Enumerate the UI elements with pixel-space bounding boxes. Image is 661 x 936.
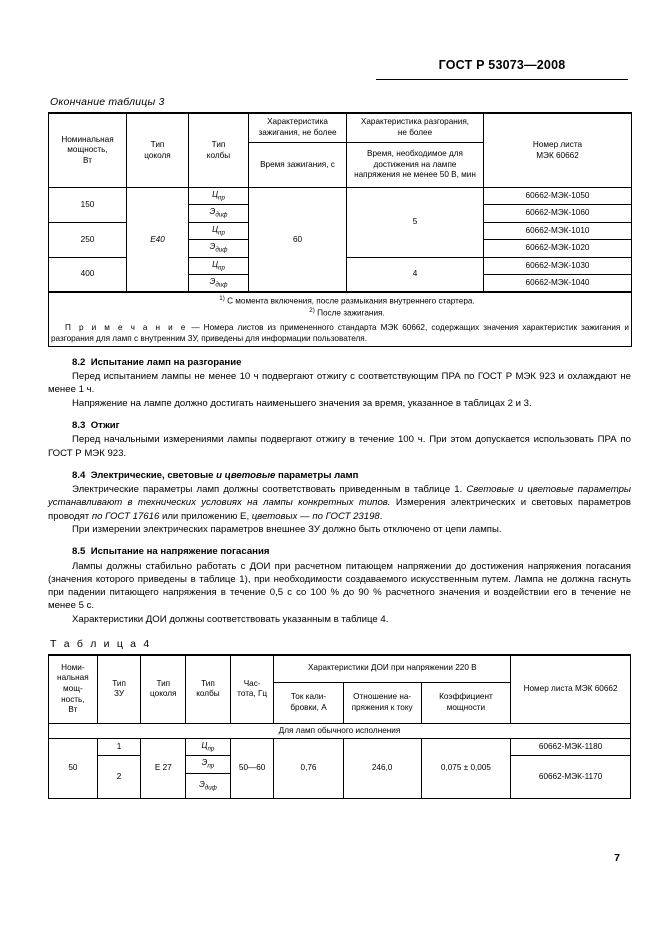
table3-cell-base-e40: E40 <box>127 188 189 293</box>
table4-th-current: Ток кали- бровки, А <box>274 682 343 723</box>
section-8-3-paragraph-1: Перед начальными измерениями лампы подвергают отжигу в течение 100 ч. При этом допускается использовать ПРА по ГОСТ Р МЭК 923. <box>48 434 631 459</box>
table3-th-power: Номинальная мощность, Вт <box>49 113 127 188</box>
section-8-4-paragraph-1: Электрические параметры ламп должны соответствовать приведенным в таблице 1. Световые и цветовые параметры устанавливают в технических условиях на лампы конкретных типов. Измерения электрических и световых параметров проводят по ГОСТ 17616 или приложению Е, цветовых — по ГОСТ 23198. <box>48 484 631 522</box>
table4-cell-base: E 27 <box>141 739 186 799</box>
table4-cell-current: 0,76 <box>274 739 343 799</box>
section-8-3 <box>48 419 631 460</box>
table4-cell-power: 50 <box>49 739 98 799</box>
section-8-4-title: 8.4 Электрические, световые и цветовые параметры ламп <box>72 469 359 481</box>
section-8-5-paragraph-1: Лампы должны стабильно работать с ДОИ при расчетном питающем напряжении до достижения напряжения погасания (значения которого приведены в таблице 1), при необходимости создаваемого искусственным путем. Лампа не должна гаснуть при падении питающего напряжения в течение 0,5 с со 100 % до 90 % расчетного значения и воздействии его в течение не менее 5 с. <box>48 560 631 612</box>
page-number: 7 <box>614 852 620 864</box>
table3-notes <box>49 292 632 346</box>
table3-cell-bulb: $Э_{диф}$ <box>189 240 249 257</box>
table3-header-row-1 <box>49 113 632 143</box>
table4-cell-zu-1: 1 <box>97 739 141 756</box>
table3-cell-sheet: 60662-МЭК-1060 <box>484 205 632 222</box>
table4-cell-power-factor: 0,075 ± 0,005 <box>421 739 510 799</box>
table3-cell-sheet: 60662-МЭК-1020 <box>484 240 632 257</box>
table3-th-sheet: Номер листа МЭК 60662 <box>484 113 632 188</box>
table4-section-row <box>49 723 631 738</box>
table3-cell-bulb: $Э_{диф}$ <box>189 205 249 222</box>
table-3 <box>48 112 632 347</box>
table4-cell-sheet-1: 60662-МЭК-1180 <box>511 739 631 756</box>
table4-cell-bulb: $Э_{диф}$ <box>186 773 231 798</box>
table-row <box>49 188 632 205</box>
standard-header: ГОСТ Р 53073—2008 <box>438 58 566 72</box>
table3-th-ignition-time: Время зажигания, с <box>249 143 347 188</box>
section-8-2 <box>48 356 631 410</box>
table4-caption: Т а б л и ц а 4 <box>50 637 152 650</box>
section-8-4 <box>48 469 631 536</box>
table3-cell-power-250: 250 <box>49 222 127 257</box>
table4-cell-zu-2: 2 <box>97 756 141 798</box>
table4-cell-bulb: $Э_{пр}$ <box>186 756 231 773</box>
section-8-4-paragraph-2: При измерении электрических параметров внешнее ЗУ должно быть отключено от цепи лампы. <box>72 523 502 535</box>
table3-th-runup-time: Время, необходимое для достижения на лампе напряжения не менее 50 В, мин <box>347 143 484 188</box>
table3-cell-bulb: $Ц_{пр}$ <box>189 257 249 274</box>
table4-cell-frequency: 50—60 <box>230 739 274 799</box>
table4-header-row-1 <box>49 655 631 683</box>
table3-footnote-1: $^{1)}$ С момента включения, после размыкания внутреннего стартера. <box>219 295 475 307</box>
table4-th-bulb: Тип колбы <box>186 655 231 724</box>
page-content <box>48 96 631 799</box>
table4-th-zu: Тип ЗУ <box>97 655 141 724</box>
table4-th-base: Тип цоколя <box>141 655 186 724</box>
table3-cell-power-400: 400 <box>49 257 127 292</box>
table3-cell-bulb: $Ц_{пр}$ <box>189 188 249 205</box>
table4-th-doi-group: Характеристики ДОИ при напряжении 220 В <box>274 655 511 683</box>
table3-note: П р и м е ч а н и е — Номера листов из примененного стандарта МЭК 60662, содержащих значения характеристик зажигания и разгорания для ламп с внутренним ЗУ, приведены для информации пользователя. <box>51 323 629 343</box>
table3-caption: Окончание таблицы 3 <box>50 96 165 108</box>
table3-th-ignition-group: Характеристика зажигания, не более <box>249 113 347 143</box>
section-8-2-paragraph-2: Напряжение на лампе должно достигать наименьшего значения за время, указанное в таблицах 2 и 3. <box>72 397 532 409</box>
table3-cell-bulb: $Э_{диф}$ <box>189 274 249 292</box>
table4-th-frequency: Час- тота, Гц <box>230 655 274 724</box>
table-row <box>49 739 631 756</box>
section-8-2-paragraph-1: Перед испытанием лампы не менее 10 ч подвергают отжигу с соответствующим ПРА по ГОСТ Р МЭК 923 и охлаждают не менее 1 ч. <box>48 371 631 396</box>
table3-cell-runup-5: 5 <box>347 188 484 258</box>
table4-th-sheet: Номер листа МЭК 60662 <box>511 655 631 724</box>
section-8-5 <box>48 545 631 626</box>
table3-th-runup-group: Характеристика разгорания, не более <box>347 113 484 143</box>
section-8-5-title: 8.5 Испытание на напряжение погасания <box>72 546 270 558</box>
table4-cell-ratio: 246,0 <box>343 739 421 799</box>
table3-cell-sheet: 60662-МЭК-1050 <box>484 188 632 205</box>
table3-cell-bulb: $Ц_{пр}$ <box>189 222 249 239</box>
table4-cell-sheet-2: 60662-МЭК-1170 <box>511 756 631 798</box>
section-8-2-title: 8.2 Испытание ламп на разгорание <box>72 356 242 368</box>
section-8-3-title: 8.3 Отжиг <box>72 419 120 431</box>
table3-cell-sheet: 60662-МЭК-1010 <box>484 222 632 239</box>
section-8-5-paragraph-2: Характеристики ДОИ должны соответствовать указанным в таблице 4. <box>72 613 389 625</box>
table3-cell-power-150: 150 <box>49 188 127 223</box>
table3-cell-sheet: 60662-МЭК-1030 <box>484 257 632 274</box>
table4-th-ratio: Отношение на- пряжения к току <box>343 682 421 723</box>
table3-th-base: Тип цоколя <box>127 113 189 188</box>
table4-section-label: Для ламп обычного исполнения <box>49 723 631 738</box>
table4-th-power-factor: Коэффициент мощности <box>421 682 510 723</box>
table3-footnote-2: $^{2)}$ После зажигания. <box>309 307 385 319</box>
table-4 <box>48 654 631 799</box>
table3-cell-sheet: 60662-МЭК-1040 <box>484 274 632 292</box>
table4-th-power: Номи- нальная мощ- ность, Вт <box>49 655 98 724</box>
table4-cell-bulb: $Ц_{пр}$ <box>186 739 231 756</box>
header-rule <box>376 79 628 80</box>
table3-cell-ignition-time: 60 <box>249 188 347 293</box>
table3-th-bulb: Тип колбы <box>189 113 249 188</box>
table3-notes-row <box>49 292 632 346</box>
table3-cell-runup-4: 4 <box>347 257 484 292</box>
spacer <box>48 626 631 638</box>
